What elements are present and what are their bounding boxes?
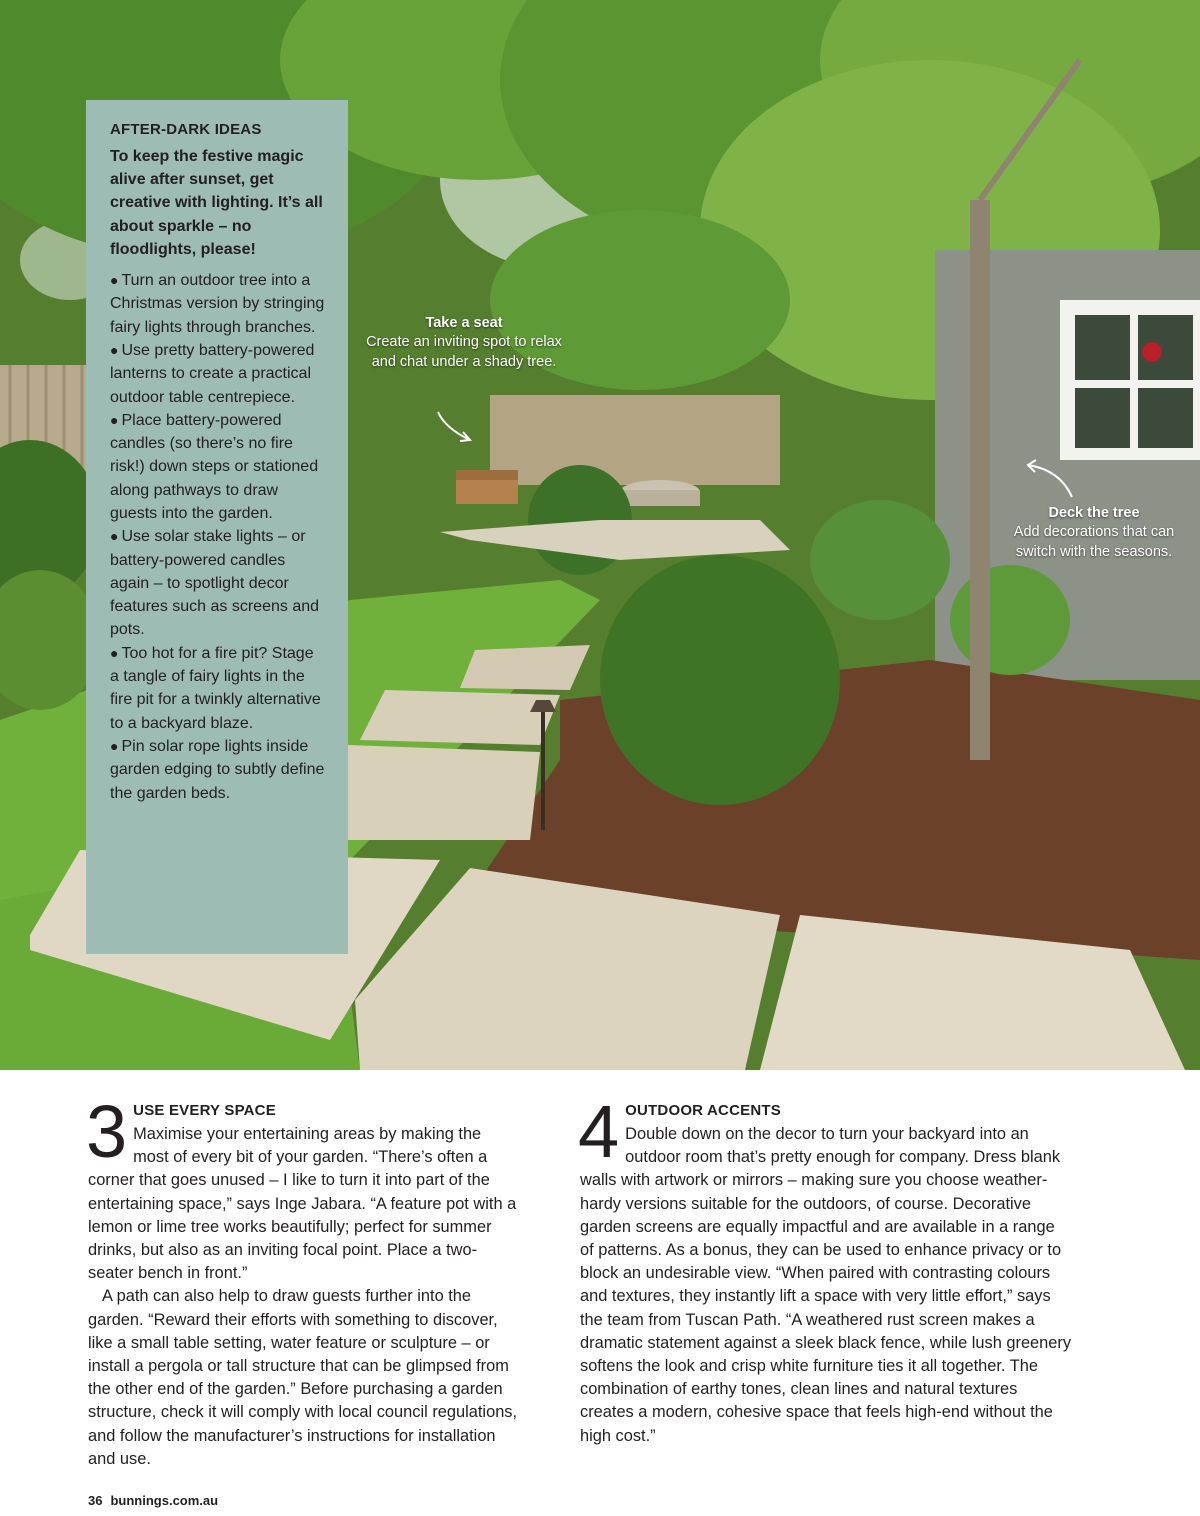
body-paragraph: Double down on the decor to turn your backyard into an outdoor room that’s pretty enough for company. Dress blank walls with artwork or mirrors – making sure you choose weather-hardy versions suitable for the outdoors, of course. Decorative garden screens are equally impactful and are available in a range of patterns. As a bonus, they can be used to enhance privacy or to block an undesirable view. “When paired with contrasting colours and textures, they instantly lift a space with very little effort,” says the team from Tuscan Path. “A weathered rust screen makes a dramatic statement against a sleek black fence, while lush greenery softens the look and crisp white furniture ties it all together. The combination of earthy tones, clean lines and natural textures creates a modern, cohesive space that feels high-end without the high cost.” xyxy=(580,1125,1072,1445)
page-footer xyxy=(88,1493,218,1508)
tip-text: Too hot for a fire pit? Stage a tangle of fairy lights in the fire pit for a twinkly alternative to a backyard blaze. xyxy=(110,644,321,732)
sidebar-tips-list xyxy=(110,269,326,805)
bullet-icon: ● xyxy=(110,737,119,754)
bullet-icon: ● xyxy=(110,528,119,545)
page-number: 36 xyxy=(88,1493,103,1508)
body-paragraph: Maximise your entertaining areas by making the most of every bit of your garden. “There’s often a corner that goes unused – I like to turn it into part of the entertaining space,” says Inge Jabara. “A feature pot with a lemon or lime tree works beautifully; perfect for summer drinks, but also as an inviting focal point. Place a two-seater bench in front.” xyxy=(88,1125,517,1283)
list-item xyxy=(110,642,326,735)
section-heading: OUTDOOR ACCENTS xyxy=(625,1102,781,1119)
sidebar-title: AFTER-DARK IDEAS xyxy=(110,121,262,138)
after-dark-sidebar xyxy=(86,100,348,954)
tip-text: Place battery-powered candles (so there’s no fire risk!) down steps or stationed along pathways to draw guests into the garden. xyxy=(110,411,319,522)
list-item xyxy=(110,339,326,409)
bullet-icon: ● xyxy=(110,411,119,428)
list-item xyxy=(110,409,326,525)
callout-text: Add decorations that can switch with the seasons. xyxy=(1013,524,1175,560)
drop-cap-number: 4 xyxy=(578,1090,620,1173)
callout-text: Create an inviting spot to relax and chat under a shady tree. xyxy=(366,334,562,370)
list-item xyxy=(110,525,326,641)
tip-text: Pin solar rope lights inside garden edging to subtly define the garden beds. xyxy=(110,737,325,802)
callout-title: Deck the tree xyxy=(1048,505,1140,521)
tip-text: Use pretty battery-powered lanterns to create a practical outdoor table centrepiece. xyxy=(110,341,315,406)
article-section-4 xyxy=(578,1090,1072,1448)
bullet-icon: ● xyxy=(110,272,119,289)
site-link[interactable]: bunnings.com.au xyxy=(110,1493,219,1508)
bullet-icon: ● xyxy=(110,644,119,661)
callout-take-a-seat xyxy=(362,314,566,372)
callout-deck-the-tree xyxy=(1002,504,1186,562)
sidebar-intro: To keep the festive magic alive after sunset, get creative with lighting. It’s all about sparkle – no floodlights, please! xyxy=(110,148,323,258)
section-heading: USE EVERY SPACE xyxy=(133,1102,276,1119)
list-item xyxy=(110,735,326,805)
tip-text: Use solar stake lights – or battery-powered candles again – to spotlight decor features such as screens and pots. xyxy=(110,528,320,639)
drop-cap-number: 3 xyxy=(86,1090,128,1173)
list-item xyxy=(110,269,326,339)
bullet-icon: ● xyxy=(110,341,119,358)
body-paragraph: A path can also help to draw guests further into the garden. “Reward their efforts with something to discover, like a small table setting, water feature or sculpture – or install a pergola or tall structure that can be glimpsed from the other end of the garden.” Before purchasing a garden structure, check it will comply with local council regulations, and follow the manufacturer’s instructions for installation and use. xyxy=(88,1287,518,1468)
callout-title: Take a seat xyxy=(425,315,503,331)
article-section-3 xyxy=(86,1090,518,1471)
tip-text: Turn an outdoor tree into a Christmas version by stringing fairy lights through branches. xyxy=(110,272,325,336)
